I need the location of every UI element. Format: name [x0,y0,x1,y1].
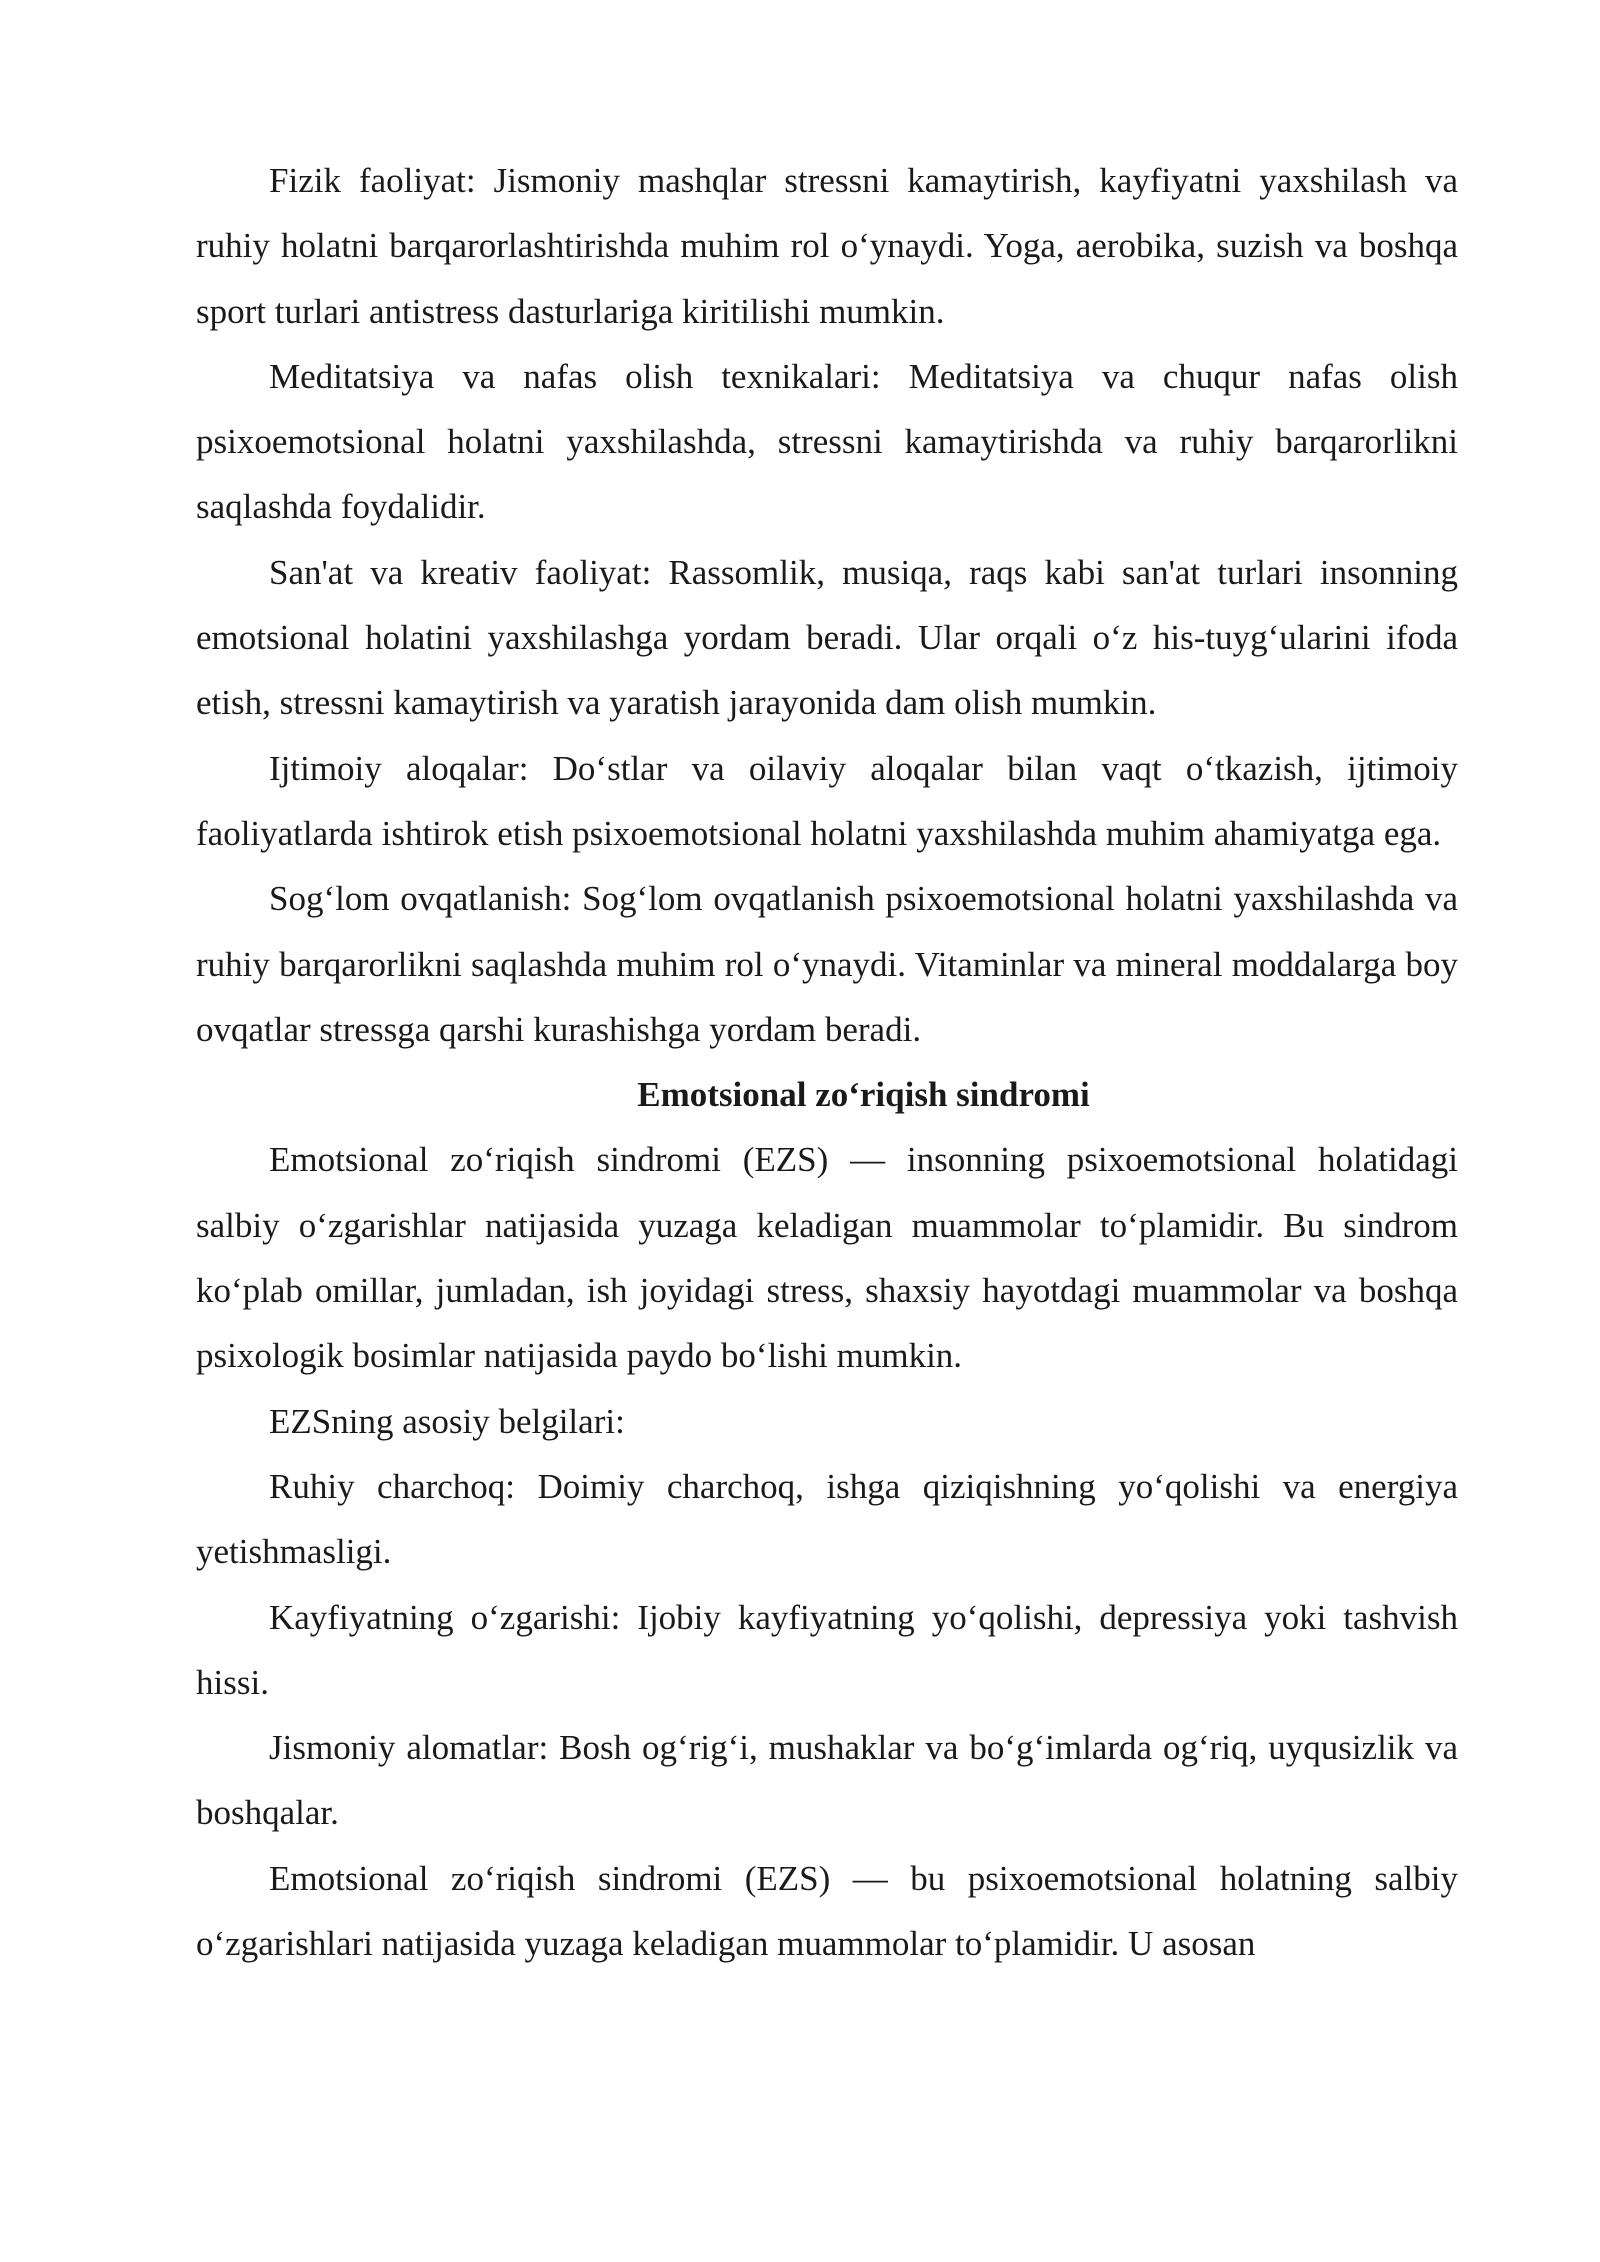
paragraph-healthy-eating: Sog‘lom ovqatlanish: Sog‘lom ovqatlanish psixoemotsional holatni yaxshilashda va ruhiy barqarorlikni saqlashda muhim rol o‘ynaydi. Vitaminlar va mineral moddalarga boy ovqatlar stressga qarshi kurashishga yordam beradi. [196,879,1458,1049]
paragraph-ezs-signs-intro: EZSning asosiy belgilari: [269,1401,625,1441]
paragraph-art-creative: San'at va kreativ faoliyat: Rassomlik, musiqa, raqs kabi san'at turlari insonning emotsional holatini yaxshilashga yordam beradi. Ular orqali o‘z his-tuyg‘ularini ifoda etish, stressni kamaytirish va yaratish jarayonida dam olish mumkin. [196,552,1458,723]
paragraph-physical-symptoms: Jismoniy alomatlar: Bosh og‘rig‘i, mushaklar va bo‘g‘imlarda og‘riq, uyqusizlik va boshqalar. [196,1728,1458,1833]
document-body [196,148,1458,1976]
section-heading: Emotsional zo‘riqish sindromi [637,1075,1090,1115]
paragraph-social-relations: Ijtimoiy aloqalar: Do‘stlar va oilaviy aloqalar bilan vaqt o‘tkazish, ijtimoiy faoliyatlarda ishtirok etish psixoemotsional holatni yaxshilashda muhim ahamiyatga ega. [196,748,1458,853]
paragraph-meditation: Meditatsiya va nafas olish texnikalari: Meditatsiya va chuqur nafas olish psixoemotsional holatni yaxshilashda, stressni kamaytirishda va ruhiy barqarorlikni saqlashda foydalidir. [196,356,1458,527]
paragraph-mental-fatigue: Ruhiy charchoq: Doimiy charchoq, ishga qiziqishning yo‘qolishi va energiya yetishmasligi. [196,1466,1458,1572]
paragraph-ezs-summary: Emotsional zo‘riqish sindromi (EZS) — bu psixoemotsional holatning salbiy o‘zgarishlari natijasida yuzaga keladigan muammolar to‘plamidir. U asosan [196,1858,1458,1964]
paragraph-ezs-definition: Emotsional zo‘riqish sindromi (EZS) — insonning psixoemotsional holatidagi salbiy o‘zgarishlar natijasida yuzaga keladigan muammolar to‘plamidir. Bu sindrom ko‘plab omillar, jumladan, ish joyidagi stress, shaxsiy hayotdagi muammolar va boshqa psixologik bosimlar natijasida paydo bo‘lishi mumkin. [196,1140,1458,1376]
paragraph-physical-activity: Fizik faoliyat: Jismoniy mashqlar stressni kamaytirish, kayfiyatni yaxshilash va ruhiy holatni barqarorlashtirishda muhim rol o‘ynaydi. Yoga, aerobika, suzish va boshqa sport turlari antistress dasturlariga kiritilishi mumkin. [196,161,1458,331]
paragraph-mood-change: Kayfiyatning o‘zgarishi: Ijobiy kayfiyatning yo‘qolishi, depressiya yoki tashvish hissi. [196,1597,1458,1702]
